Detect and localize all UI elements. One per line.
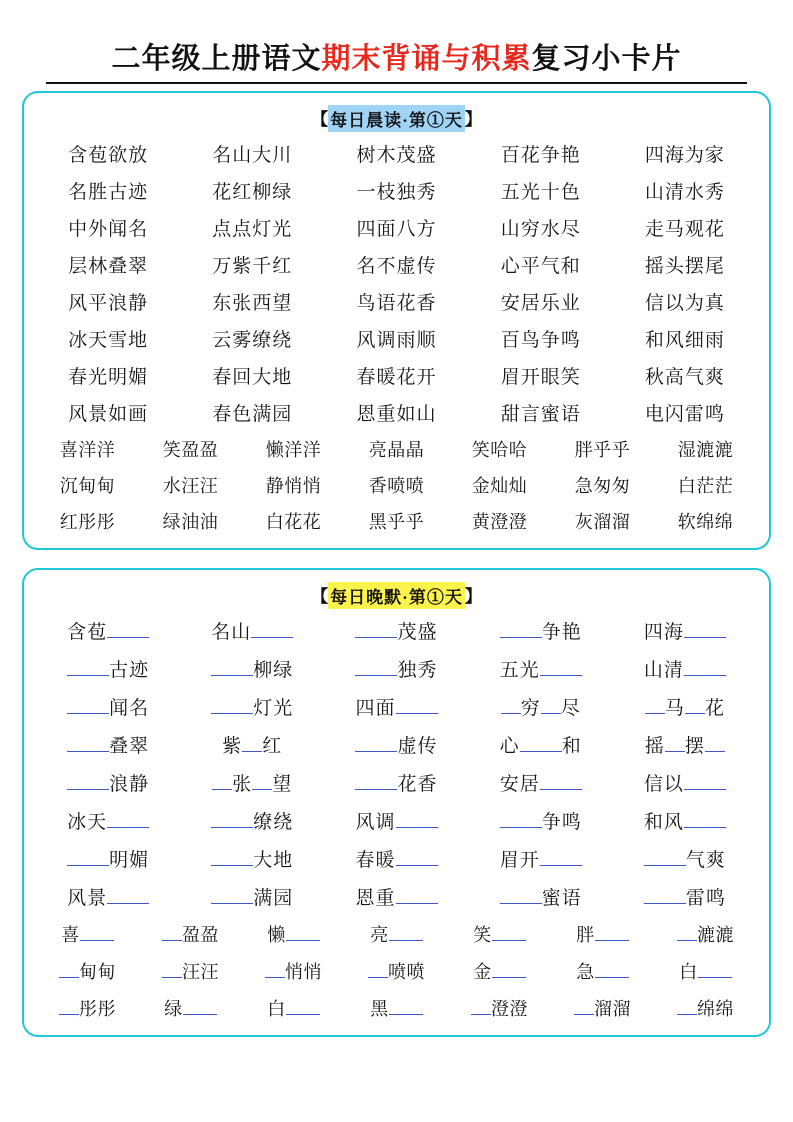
- dictation-cell[interactable]: [613, 617, 757, 644]
- dictation-cell[interactable]: [448, 995, 551, 1021]
- write-in-blank[interactable]: [492, 923, 526, 941]
- dictation-hint-text: 和: [561, 736, 582, 757]
- dictation-hint-text: 绿: [164, 999, 183, 1019]
- dictation-hint-text: 山清: [643, 660, 684, 681]
- phrase-cell: 和风细雨: [644, 330, 725, 351]
- dictation-hint-text: 笑: [473, 925, 492, 945]
- phrase-cell: 笑哈哈: [471, 440, 528, 460]
- dictation-cell[interactable]: [36, 921, 139, 947]
- header-label: 每日晚默·第①天: [328, 582, 465, 609]
- dictation-cell[interactable]: [36, 845, 180, 872]
- phrase-cell: 懒洋洋: [265, 440, 322, 460]
- phrase-cell: 云雾缭绕: [212, 330, 293, 351]
- phrase-cell: 层林叠翠: [68, 256, 149, 277]
- title-segment-1: 二年级上册语文: [111, 43, 322, 75]
- write-in-blank[interactable]: [540, 848, 582, 866]
- dictation-hint-text: 喷喷: [388, 962, 425, 982]
- write-in-blank[interactable]: [368, 960, 388, 978]
- dictation-cell[interactable]: [324, 769, 468, 796]
- dictation-hint-text: 溜溜: [594, 999, 631, 1019]
- write-in-blank[interactable]: [67, 848, 109, 866]
- dictation-cell[interactable]: [324, 845, 468, 872]
- dictation-hint-text: 雷鸣: [685, 888, 726, 909]
- write-in-blank[interactable]: [251, 620, 293, 638]
- write-in-blank[interactable]: [396, 848, 438, 866]
- phrase-cell: 摇头摆尾: [644, 256, 725, 277]
- phrase-cell: 心平气和: [500, 256, 581, 277]
- dictation-cell[interactable]: [36, 883, 180, 910]
- write-in-blank[interactable]: [67, 734, 109, 752]
- phrase-cell: 安居乐业: [500, 293, 581, 314]
- write-in-blank[interactable]: [500, 886, 542, 904]
- write-in-blank[interactable]: [355, 620, 397, 638]
- dictation-cell[interactable]: [551, 995, 654, 1021]
- write-in-blank[interactable]: [286, 923, 320, 941]
- dictation-cell[interactable]: [139, 995, 242, 1021]
- dictation-hint-text: 白: [267, 999, 286, 1019]
- phrase-cell: 灰溜溜: [574, 512, 631, 532]
- dictation-cell[interactable]: [613, 883, 757, 910]
- dictation-hint-text: 胖: [576, 925, 595, 945]
- dictation-hint-text: 浪静: [109, 774, 150, 795]
- phrase-cell: 花红柳绿: [212, 182, 293, 203]
- write-in-blank[interactable]: [644, 848, 686, 866]
- dictation-hint-text: 急: [576, 962, 595, 982]
- phrase-cell: 急匆匆: [574, 476, 631, 496]
- write-in-blank[interactable]: [67, 772, 109, 790]
- dictation-hint-text: 风调: [355, 812, 396, 833]
- write-in-blank[interactable]: [684, 810, 726, 828]
- write-in-blank[interactable]: [574, 997, 594, 1015]
- phrase-cell: 含苞欲放: [68, 145, 149, 166]
- write-in-blank[interactable]: [389, 997, 423, 1015]
- dictation-hint-text: 气爽: [685, 850, 726, 871]
- evening-dictation-header: [36, 582, 757, 609]
- write-in-blank[interactable]: [595, 960, 629, 978]
- dictation-cell[interactable]: [36, 958, 139, 984]
- dictation-hint-text: 红: [262, 736, 283, 757]
- phrase-cell: 秋高气爽: [644, 367, 725, 388]
- dictation-cell[interactable]: [469, 731, 613, 758]
- dictation-hint-text: 心: [499, 736, 520, 757]
- dictation-cell[interactable]: [613, 845, 757, 872]
- write-in-blank[interactable]: [265, 960, 285, 978]
- dictation-hint-text: 盈盈: [182, 925, 219, 945]
- write-in-blank[interactable]: [595, 923, 629, 941]
- dictation-hint-text: 花香: [397, 774, 438, 795]
- write-in-blank[interactable]: [471, 997, 491, 1015]
- write-in-blank[interactable]: [540, 772, 582, 790]
- dictation-hint-text: 花: [704, 698, 725, 719]
- dictation-cell[interactable]: [654, 921, 757, 947]
- phrase-cell: 白花花: [265, 512, 322, 532]
- dictation-cell[interactable]: [324, 807, 468, 834]
- dictation-hint-text: 独秀: [397, 660, 438, 681]
- morning-three-char-grid: [36, 436, 757, 534]
- dictation-hint-text: 明媚: [109, 850, 150, 871]
- phrase-cell: 春光明媚: [68, 367, 149, 388]
- dictation-hint-text: 尽: [560, 698, 581, 719]
- phrase-cell: 名山大川: [212, 145, 293, 166]
- dictation-cell[interactable]: [180, 617, 324, 644]
- write-in-blank[interactable]: [645, 696, 665, 714]
- dictation-cell[interactable]: [654, 995, 757, 1021]
- dictation-cell[interactable]: [36, 693, 180, 720]
- dictation-hint-text: 马: [664, 698, 685, 719]
- dictation-three-char-grid[interactable]: [36, 921, 757, 1021]
- phrase-cell: 东张西望: [212, 293, 293, 314]
- header-open-bracket: 【: [311, 110, 329, 129]
- header-label: 每日晨读·第①天: [328, 105, 465, 132]
- phrase-cell: 电闪雷鸣: [644, 404, 725, 425]
- dictation-four-char-grid[interactable]: [36, 617, 757, 910]
- dictation-hint-text: 风景: [67, 888, 108, 909]
- phrase-cell: 四海为家: [644, 145, 725, 166]
- dictation-hint-text: 争鸣: [541, 812, 582, 833]
- phrase-cell: 恩重如山: [356, 404, 437, 425]
- dictation-hint-text: 白: [679, 962, 698, 982]
- dictation-hint-text: 柳绿: [253, 660, 294, 681]
- phrase-cell: 山清水秀: [644, 182, 725, 203]
- dictation-cell[interactable]: [448, 921, 551, 947]
- dictation-hint-text: 恩重: [355, 888, 396, 909]
- phrase-cell: 水汪汪: [162, 476, 219, 496]
- write-in-blank[interactable]: [162, 923, 182, 941]
- write-in-blank[interactable]: [212, 772, 232, 790]
- write-in-blank[interactable]: [389, 923, 423, 941]
- phrase-cell: 名不虚传: [356, 256, 437, 277]
- phrase-cell: 黄澄澄: [471, 512, 528, 532]
- dictation-hint-text: 蜜语: [541, 888, 582, 909]
- write-in-blank[interactable]: [80, 923, 114, 941]
- write-in-blank[interactable]: [211, 696, 253, 714]
- morning-reading-header: [36, 105, 757, 132]
- write-in-blank[interactable]: [685, 696, 705, 714]
- phrase-cell: 甜言蜜语: [500, 404, 581, 425]
- write-in-blank[interactable]: [59, 960, 79, 978]
- title-underline: [46, 82, 747, 84]
- write-in-blank[interactable]: [107, 886, 149, 904]
- dictation-cell[interactable]: [551, 921, 654, 947]
- phrase-cell: 名胜古迹: [68, 182, 149, 203]
- title-segment-2: 期末背诵与积累: [321, 43, 532, 75]
- dictation-hint-text: 穷: [520, 698, 541, 719]
- dictation-cell[interactable]: [180, 655, 324, 682]
- dictation-hint-text: 四海: [643, 622, 684, 643]
- dictation-cell[interactable]: [180, 731, 324, 758]
- dictation-hint-text: 摇: [644, 736, 665, 757]
- dictation-cell[interactable]: [180, 693, 324, 720]
- dictation-hint-text: 彤彤: [79, 999, 116, 1019]
- dictation-cell[interactable]: [613, 769, 757, 796]
- phrase-cell: 春暖花开: [356, 367, 437, 388]
- write-in-blank[interactable]: [242, 734, 262, 752]
- dictation-cell[interactable]: [36, 655, 180, 682]
- dictation-hint-text: 闻名: [109, 698, 150, 719]
- dictation-hint-text: 懒: [267, 925, 286, 945]
- dictation-hint-text: 安居: [499, 774, 540, 795]
- phrase-cell: 万紫千红: [212, 256, 293, 277]
- write-in-blank[interactable]: [500, 620, 542, 638]
- phrase-cell: 冰天雪地: [68, 330, 149, 351]
- dictation-hint-text: 四面: [355, 698, 396, 719]
- phrase-cell: 风景如画: [68, 404, 149, 425]
- title-segment-3: 复习小卡片: [531, 43, 682, 75]
- dictation-hint-text: 黑: [370, 999, 389, 1019]
- dictation-cell[interactable]: [469, 693, 613, 720]
- dictation-hint-text: 甸甸: [79, 962, 116, 982]
- dictation-hint-text: 茂盛: [397, 622, 438, 643]
- phrase-cell: 百花争艳: [500, 145, 581, 166]
- dictation-hint-text: 古迹: [109, 660, 150, 681]
- phrase-cell: 春色满园: [212, 404, 293, 425]
- morning-reading-card: [22, 91, 771, 550]
- write-in-blank[interactable]: [705, 734, 725, 752]
- phrase-cell: 沉甸甸: [59, 476, 116, 496]
- dictation-hint-text: 大地: [253, 850, 294, 871]
- write-in-blank[interactable]: [59, 997, 79, 1015]
- dictation-cell[interactable]: [613, 731, 757, 758]
- dictation-cell[interactable]: [324, 883, 468, 910]
- dictation-cell[interactable]: [469, 655, 613, 682]
- dictation-cell[interactable]: [180, 807, 324, 834]
- phrase-cell: 黑乎乎: [368, 512, 425, 532]
- phrase-cell: 风调雨顺: [356, 330, 437, 351]
- write-in-blank[interactable]: [211, 810, 253, 828]
- write-in-blank[interactable]: [500, 810, 542, 828]
- dictation-cell[interactable]: [36, 769, 180, 796]
- phrase-cell: 香喷喷: [368, 476, 425, 496]
- dictation-cell[interactable]: [469, 883, 613, 910]
- dictation-hint-text: 亮: [370, 925, 389, 945]
- phrase-cell: 山穷水尽: [500, 219, 581, 240]
- phrase-cell: 静悄悄: [265, 476, 322, 496]
- dictation-cell[interactable]: [324, 617, 468, 644]
- write-in-blank[interactable]: [355, 772, 397, 790]
- dictation-hint-text: 五光: [499, 660, 540, 681]
- dictation-hint-text: 摆: [684, 736, 705, 757]
- phrase-cell: 风平浪静: [68, 293, 149, 314]
- dictation-hint-text: 澄澄: [491, 999, 528, 1019]
- dictation-cell[interactable]: [613, 693, 757, 720]
- phrase-cell: 湿漉漉: [677, 440, 734, 460]
- dictation-hint-text: 缭绕: [253, 812, 294, 833]
- write-in-blank[interactable]: [396, 696, 438, 714]
- dictation-cell[interactable]: [469, 845, 613, 872]
- phrase-cell: 亮晶晶: [368, 440, 425, 460]
- phrase-cell: 春回大地: [212, 367, 293, 388]
- header-close-bracket: 】: [464, 110, 482, 129]
- phrase-cell: 眉开眼笑: [500, 367, 581, 388]
- phrase-cell: 走马观花: [644, 219, 725, 240]
- dictation-cell[interactable]: [242, 995, 345, 1021]
- dictation-hint-text: 金: [473, 962, 492, 982]
- dictation-hint-text: 春暖: [355, 850, 396, 871]
- write-in-blank[interactable]: [684, 620, 726, 638]
- dictation-hint-text: 灯光: [253, 698, 294, 719]
- dictation-hint-text: 名山: [211, 622, 252, 643]
- dictation-hint-text: 汪汪: [182, 962, 219, 982]
- phrase-cell: 信以为真: [644, 293, 725, 314]
- write-in-blank[interactable]: [211, 658, 253, 676]
- dictation-cell[interactable]: [180, 883, 324, 910]
- write-in-blank[interactable]: [684, 772, 726, 790]
- phrase-cell: 鸟语花香: [356, 293, 437, 314]
- write-in-blank[interactable]: [252, 772, 272, 790]
- write-in-blank[interactable]: [684, 658, 726, 676]
- dictation-hint-text: 张: [232, 774, 253, 795]
- phrase-cell: 喜洋洋: [59, 440, 116, 460]
- dictation-cell[interactable]: [36, 731, 180, 758]
- dictation-hint-text: 喜: [61, 925, 80, 945]
- dictation-cell[interactable]: [324, 655, 468, 682]
- dictation-cell[interactable]: [469, 769, 613, 796]
- write-in-blank[interactable]: [396, 886, 438, 904]
- dictation-hint-text: 紫: [222, 736, 243, 757]
- dictation-cell[interactable]: [345, 958, 448, 984]
- dictation-cell[interactable]: [36, 807, 180, 834]
- phrase-cell: 四面八方: [356, 219, 437, 240]
- dictation-hint-text: 眉开: [499, 850, 540, 871]
- dictation-cell[interactable]: [613, 807, 757, 834]
- write-in-blank[interactable]: [355, 658, 397, 676]
- dictation-hint-text: 悄悄: [285, 962, 322, 982]
- dictation-cell[interactable]: [551, 958, 654, 984]
- write-in-blank[interactable]: [286, 997, 320, 1015]
- page-title: [22, 0, 771, 91]
- dictation-hint-text: 信以: [643, 774, 684, 795]
- dictation-cell[interactable]: [180, 845, 324, 872]
- dictation-hint-text: 争艳: [541, 622, 582, 643]
- write-in-blank[interactable]: [107, 810, 149, 828]
- phrase-cell: 点点灯光: [212, 219, 293, 240]
- phrase-cell: 白茫茫: [677, 476, 734, 496]
- write-in-blank[interactable]: [67, 658, 109, 676]
- dictation-hint-text: 望: [272, 774, 293, 795]
- dictation-hint-text: 含苞: [67, 622, 108, 643]
- header-close-bracket: 】: [464, 587, 482, 606]
- write-in-blank[interactable]: [211, 848, 253, 866]
- phrase-cell: 树木茂盛: [356, 145, 437, 166]
- dictation-hint-text: 绵绵: [697, 999, 734, 1019]
- phrase-cell: 红彤彤: [59, 512, 116, 532]
- dictation-cell[interactable]: [36, 617, 180, 644]
- phrase-cell: 一枝独秀: [356, 182, 437, 203]
- header-open-bracket: 【: [311, 587, 329, 606]
- dictation-cell[interactable]: [613, 655, 757, 682]
- dictation-hint-text: 冰天: [67, 812, 108, 833]
- dictation-cell[interactable]: [448, 958, 551, 984]
- morning-four-char-grid: [36, 140, 757, 426]
- dictation-cell[interactable]: [139, 958, 242, 984]
- evening-dictation-card: [22, 568, 771, 1037]
- dictation-cell[interactable]: [345, 995, 448, 1021]
- write-in-blank[interactable]: [677, 923, 697, 941]
- dictation-hint-text: 满园: [253, 888, 294, 909]
- dictation-hint-text: 叠翠: [109, 736, 150, 757]
- phrase-cell: 绿油油: [162, 512, 219, 532]
- write-in-blank[interactable]: [67, 696, 109, 714]
- write-in-blank[interactable]: [665, 734, 685, 752]
- write-in-blank[interactable]: [355, 734, 397, 752]
- write-in-blank[interactable]: [540, 658, 582, 676]
- write-in-blank[interactable]: [396, 810, 438, 828]
- write-in-blank[interactable]: [183, 997, 217, 1015]
- write-in-blank[interactable]: [211, 886, 253, 904]
- write-in-blank[interactable]: [520, 734, 562, 752]
- write-in-blank[interactable]: [541, 696, 561, 714]
- phrase-cell: 百鸟争鸣: [500, 330, 581, 351]
- dictation-cell[interactable]: [180, 769, 324, 796]
- write-in-blank[interactable]: [162, 960, 182, 978]
- dictation-cell[interactable]: [139, 921, 242, 947]
- write-in-blank[interactable]: [677, 997, 697, 1015]
- phrase-cell: 胖乎乎: [574, 440, 631, 460]
- dictation-cell[interactable]: [654, 958, 757, 984]
- phrase-cell: 金灿灿: [471, 476, 528, 496]
- dictation-cell[interactable]: [345, 921, 448, 947]
- phrase-cell: 中外闻名: [68, 219, 149, 240]
- write-in-blank[interactable]: [107, 620, 149, 638]
- phrase-cell: 软绵绵: [677, 512, 734, 532]
- dictation-hint-text: 虚传: [397, 736, 438, 757]
- dictation-cell[interactable]: [36, 995, 139, 1021]
- write-in-blank[interactable]: [644, 886, 686, 904]
- dictation-hint-text: 和风: [643, 812, 684, 833]
- write-in-blank[interactable]: [501, 696, 521, 714]
- dictation-cell[interactable]: [324, 693, 468, 720]
- write-in-blank[interactable]: [492, 960, 526, 978]
- dictation-hint-text: 漉漉: [697, 925, 734, 945]
- dictation-cell[interactable]: [469, 617, 613, 644]
- dictation-cell[interactable]: [242, 958, 345, 984]
- phrase-cell: 五光十色: [500, 182, 581, 203]
- dictation-cell[interactable]: [242, 921, 345, 947]
- dictation-cell[interactable]: [324, 731, 468, 758]
- write-in-blank[interactable]: [698, 960, 732, 978]
- dictation-cell[interactable]: [469, 807, 613, 834]
- phrase-cell: 笑盈盈: [162, 440, 219, 460]
